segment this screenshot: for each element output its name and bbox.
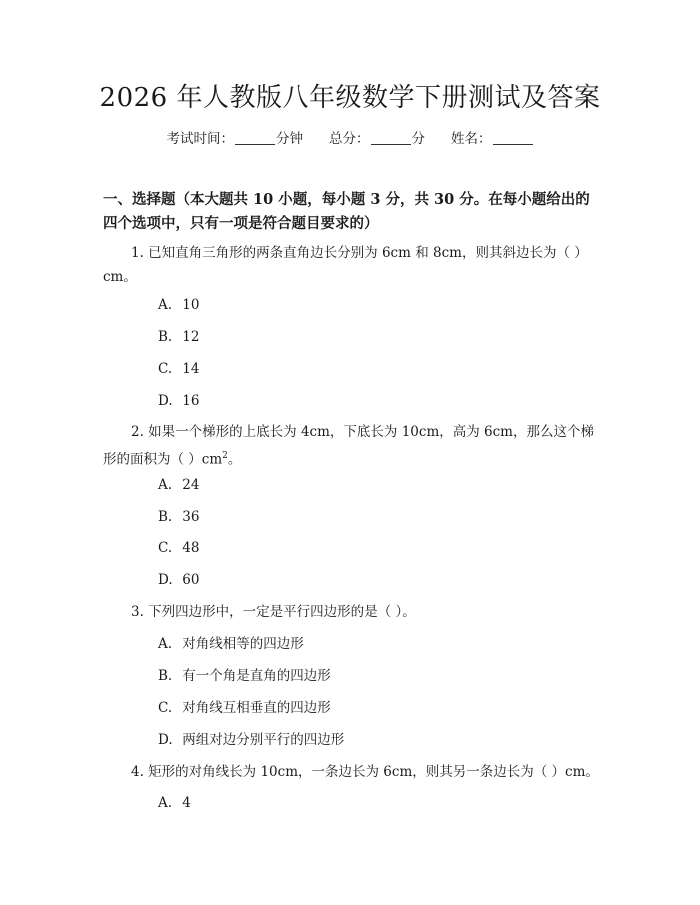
question-2-superscript: 2	[222, 451, 228, 461]
exam-meta-line	[0, 128, 700, 150]
option-letter: B.	[158, 668, 173, 684]
question-1-option-c	[158, 359, 199, 379]
option-text: 14	[182, 361, 200, 377]
option-text: 60	[182, 572, 200, 588]
option-text: 48	[182, 540, 200, 556]
question-2-end: 。	[227, 451, 242, 468]
section-heading: 一、选择题（本大题共 10 小题，每小题 3 分，共 30 分。在每小题给出的四个选项中，只有一项是符合题目要求的）	[103, 191, 590, 232]
option-text: 有一个角是直角的四边形	[182, 668, 331, 684]
option-letter: C.	[158, 361, 173, 377]
option-letter: B.	[158, 329, 173, 345]
exam-time-label: 考试时间：	[166, 131, 234, 147]
option-text: 36	[182, 509, 200, 525]
option-letter: A.	[158, 795, 173, 811]
option-letter: A.	[158, 636, 173, 652]
option-text: 对角线相等的四边形	[182, 636, 304, 652]
option-text: 12	[182, 329, 200, 345]
student-name-label: 姓名：	[451, 131, 492, 147]
option-letter: D.	[158, 393, 173, 409]
question-1-option-a	[158, 295, 199, 315]
total-score-blank	[371, 130, 411, 145]
question-2-text	[103, 420, 600, 472]
question-2-option-b	[158, 507, 199, 527]
option-text: 4	[182, 795, 191, 811]
question-2-option-c	[158, 538, 199, 558]
option-letter: D.	[158, 732, 173, 748]
option-letter: C.	[158, 540, 173, 556]
option-text: 16	[182, 393, 200, 409]
option-text: 10	[182, 297, 200, 313]
question-1-option-d	[158, 391, 199, 411]
question-2-option-a	[158, 475, 199, 495]
exam-time-field	[167, 128, 304, 150]
option-letter: D.	[158, 572, 173, 588]
student-name-blank	[493, 130, 533, 145]
student-name-field	[451, 128, 534, 150]
option-letter: B.	[158, 509, 173, 525]
question-3-option-d	[158, 730, 344, 750]
question-3-option-c	[158, 698, 331, 718]
total-score-label: 总分：	[329, 131, 370, 147]
option-letter: C.	[158, 700, 173, 716]
question-3-option-a	[158, 634, 304, 654]
option-text: 两组对边分别平行的四边形	[182, 732, 345, 748]
page-title: 2026 年人教版八年级数学下册测试及答案	[99, 83, 601, 113]
question-4-text: 4. 矩形的对角线长为 10cm，一条边长为 6cm，则其另一条边长为（ ）cm。	[131, 764, 599, 780]
question-3-option-b	[158, 666, 331, 686]
total-score-field	[329, 128, 425, 150]
question-2-main: 2. 如果一个梯形的上底长为 4cm，下底长为 10cm，高为 6cm，那么这个梯形的面积为（ ）cm	[103, 424, 594, 468]
option-text: 24	[182, 477, 200, 493]
question-3-text: 3. 下列四边形中，一定是平行四边形的是（ ）。	[131, 604, 416, 620]
question-1-option-b	[158, 327, 199, 347]
option-letter: A.	[158, 297, 173, 313]
option-text: 对角线互相垂直的四边形	[182, 700, 331, 716]
option-letter: A.	[158, 477, 173, 493]
question-1-text: 1. 已知直角三角形的两条直角边长分别为 6cm 和 8cm，则其斜边长为（ ）cm。	[103, 245, 588, 285]
question-2-option-d	[158, 570, 199, 590]
exam-time-blank	[235, 130, 275, 145]
exam-time-unit: 分钟	[276, 131, 303, 147]
total-score-unit: 分	[411, 131, 425, 147]
question-4-option-a	[158, 793, 191, 813]
